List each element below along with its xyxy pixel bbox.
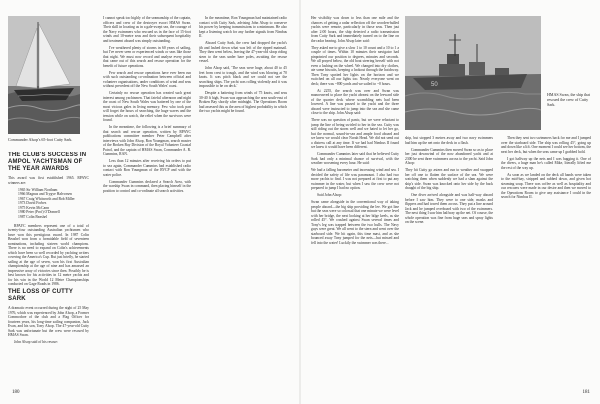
quote-paragraph: I've weathered plenty of storms in 60 years of sailing, but I've never seen or experienced winds or seas like those that night. We must now record and analyse every point that came out of this search and rescue operation for the benefit of future operations. [103,45,191,68]
right-column-2 [405,136,493,384]
left-column-1 [8,152,89,384]
paragraph: Her visibility was down to less than one mile and the chances of getting a radar reflection off the wooden-hulled yachts were remote, particularly in those seas. Then just after 2:00 hours, the ship detected a radio transmission from Cutty Sark and immediately turned on to the line on the radar bearing. John Alsop later said: [311,16,399,43]
cutty-sark-heading: THE LOSS OF CUTTY SARK [8,289,73,303]
awards-intro: This award was first established 1965. RPAYC winners are: [8,176,89,185]
quote-paragraph: They hit Cutty go astern and run to weather and swapped her off one to flatten the surface of the sea. We were watching them when suddenly we had a slam against the ship's side. Swan was knocked onto her side by the back draught of the big ship. [405,168,493,190]
left-column-3 [199,16,287,384]
winner-item: 1980 Peter (Prof) O'Donnell [18,210,60,215]
paragraph: Commander Cummins declared a Search Area, with the warship Swan in command, then placing himself in the position to control and co-ordinate all search activities. [103,179,191,193]
quote-paragraph: Then they sent two swimmers back for me and I jumped over the starboard side. The ship was rolling 45°, going up and down like a lift. One moment I could see her bottom, the next her deck, but when the seas came up I grabbed hold. [501,136,591,154]
winner-item: 1973 David Forbes [18,201,47,206]
quote-paragraph: I got halfway up the nets and I was hugging it. One of the divers, a huge man he's called Mike, literally lifted me the rest of the way up. [501,156,591,170]
quote-paragraph: I cannot speak too highly of the seamanship of the captain, officers and crew of the destroyer escort HMAS Swan. Their skill in locating us in a gale-swept sea, the courage of the Navy swimmers who rescued us in the face of 15-foot winds and 10-metre seas and their subsequent hospitality and treatment aboard was simply outstanding. [103,16,191,43]
svg-text:50: 50 [431,82,438,88]
paragraph: Aboard Cutty Sark, the crew had dropped the yacht's jib and lashed down what was left of the ripped mainsail. They then went below, leaving the 47-year-old sloop riding stern to the seas under bare poles, awaiting the rescue vessel. [199,41,287,63]
swan-photo-caption: HMAS Swan, the ship that rescued the crew of Cutty Sark. [547,92,590,107]
right-column-1 [311,16,399,384]
paragraph: In the meantime, Ron Youngman had maintained radio contact with Cutty Sark, advising John Alsop to conserve his power by keeping transmissions to a minimum. He also kept a listening watch for any further signals from Nimbus II. [199,16,287,38]
page-number-right: 181 [582,390,590,395]
winners-list [18,188,89,220]
paragraph: John Alsop said, 'The seas were huge, about 40 to 45 feet from crest to trough, and the wind was blowing at 70 knots. It was pitch black and we could not see the searching ships. The yacht was rolling violently and it was impossible to be on deck.' [199,66,287,88]
quote-paragraph: We had a falling barometer and increasing wind and sea. I decided the safety of life was paramount. I also had two more yachts to find. I was not prepared at first to put any swimmer in the water, but when I saw the crew were not prepared to jump I had no option. [311,168,399,190]
paragraph: ship, but stopped 3 metres away and two navy swimmers had him up the net onto the deck in a flash. [405,136,493,145]
paragraph: A dramatic event occurred during the night of 25 May 1976, which was experienced by John Alsop, a Former Commodore of the club and a Flag Officer for fourteen years, his long-time sailing companion, Jack Evan, and his son, Tony Alsop. The 47-year-old Cutty Sark was unfortunate but the crew were rescued by HMAS Swan. [8,306,89,338]
paragraph: RPAYC members represent one of a total of twenty-four outstanding Australian yachtsmen who have won this prestigious award. In 1987 Colin Beashel won from a formidable field of seventeen nominations, including sixteen world champions. There is no need to expand on Colin's achievements which have been so well recorded by yachting writers covering the America's Cup. But just briefly, he started sailing at the age of seven, won his first Australian championship at the age of nine and has amassed an impressive array of victories since then. Possibly he is best known for his activities in 12 metre yachts and for his win in the World 12 Metre Championships conducted on Gage Roads in 1986. [8,223,89,287]
page-number-left: 180 [12,390,20,395]
paragraph: In the meantime, the following is a brief summary of that search and rescue operation, written by RPAYC publications committee member Peter Campbell after interviews with John Alsop, Ron Youngman, search master of the Broken Bay Division of the Royal Volunteer Coastal Patrol, and the captain of HMAS Swan, Commander A. R. Cummins, RAN. [103,125,191,156]
paragraph: Less than 12 minutes after receiving his orders to put to sea again, Commander Cummins had established radio contact with Ron Youngman of the RVCP and with the water police. [103,159,191,177]
cutty-sark-photo [8,16,80,134]
paragraph: John Alsop said of his rescue: [14,340,58,345]
winner-item: 1965 Sir William Northam [18,187,58,192]
quote-paragraph: Swan came alongside in the conventional way of taking people aboard—the big ship providing the lee. We got line but the seas were so colossal that one minute we were level with her bridge, the next looking at her bilge keels, as she rolled 45°. We crashed against Swan several times and Tony's leg was trapped between the two hulls. The Navy guys were great. We all went to the stern and went over the starboard side. We hit again, this time mast, and as she bounced away Tony jumped for the nets—but missed and fell into the water! Luckily the swimmer was there... [311,200,399,245]
left-page [0,0,299,404]
right-column-3 [501,136,591,384]
paragraph: Commander Cummins then moved Swan so as to place her just downwind of the now abandoned yacht and at 2300 he sent three swimmers across to the yacht. Said John Alsop: [405,147,493,165]
paragraph: Despite a battering from winds of 75 knots, and seas 30-40 ft high, Swan was approaching the area south-east of Broken Bay shortly after midnight. The Operations Room had assessed this as the area of highest probability in which the two yachts might be found. [199,91,287,113]
paragraph: At 2255, the search was over and Swan was manoeuvred to place the yacht abreast on the leeward side of the quarter deck where scrambling nets had been lowered. A line was passed to the yacht and the three aboard were instructed to jump into the sea and she came close to the ship. John Alsop said: [311,88,399,115]
awards-heading: THE CLUB'S SUCCESS IN AMPOL YACHTSMAN OF THE YEAR AWARDS [8,152,87,172]
winner-item: 1987 Colin Beashel [18,215,48,220]
paragraph: Few search and rescue operations have ever been run with such outstanding co-ordination between official and volunteer organisations, under conditions of wind and seas without precedent off the New South Wales' coast. [103,70,191,88]
left-column-2 [103,16,191,384]
quote-paragraph: There was no question of panic, but we were reluctant to jump the line of being swirled to her in the sea. Cutty was still riding out the storm well and we hated to let her go, but the normal, sound-in-sea and ample food aboard and we knew we would clear Norah Head. We did not send out a distress call at any time. If we had had Nimbus II found we knew it would have been different. [311,118,399,149]
paragraph: Commander Cummins later said that he believed Cutty Sark had only a minimal chance of survival, with the weather worsening every hour. He said: [311,152,399,165]
paragraph: Said John Alsop: [317,193,342,197]
quote-paragraph: One diver arrived alongside and was half-way aboard before I saw him. They were to one side, masks and flippers and had towed them across. They put a line around Jack and he jumped overboard with two of the swimmers. The next thing I saw him halfway up the net. Of course, the whole operation was fine from huge seas and spray lights on the scene. [405,193,493,224]
winner-item: 1975 Kevin McCann [18,205,49,210]
quote-paragraph: They asked me to give a slow 1 to 10 count and a 10 to 1 a couple of times. Within 10 minutes their navigator had pinpointed our position to degrees, minutes and seconds. We all prayed below, the old boat steering herself with not even a lashing on the wheel. We changed into dry clothes, ate some biscuits, keeping a lookout through the hatchway. Then Tony spotted her lights on the horizon and we switched on all our lights too. Nearly everyone went on deck; there was ~800 yards and we sailed to ~0 hours. [311,45,399,86]
winner-item: 1967 Craig Whitworth and Bob Miller [18,196,75,201]
photo-caption: Commander Alsop's 65-foot Cutty Sark. [8,137,73,142]
winner-item: 1966 Magnus and Trygve Halvorsen [18,192,72,197]
quote-paragraph: As soon as we landed on the deck all hands were taken to the mid-bay, stripped and rubbed down, and given hot steaming soup. There was coffee as well as hospitality and our rescuers were made in our desire and then we moved to the Operations Room to give any assistance I could in the search for Nimbus II. [501,172,591,199]
paragraph: Certainly no rescue operation has created such great interest among yachtsmen. That fateful afternoon and night the coast of New South Wales was battered by one of the most vicious gales in living memory. Few who took part will forget the hours of searching, the huge waves and the tension while on watch, the relief when the survivors were found. [103,91,191,122]
right-page [301,0,600,404]
hmas-swan-photo [405,16,541,130]
